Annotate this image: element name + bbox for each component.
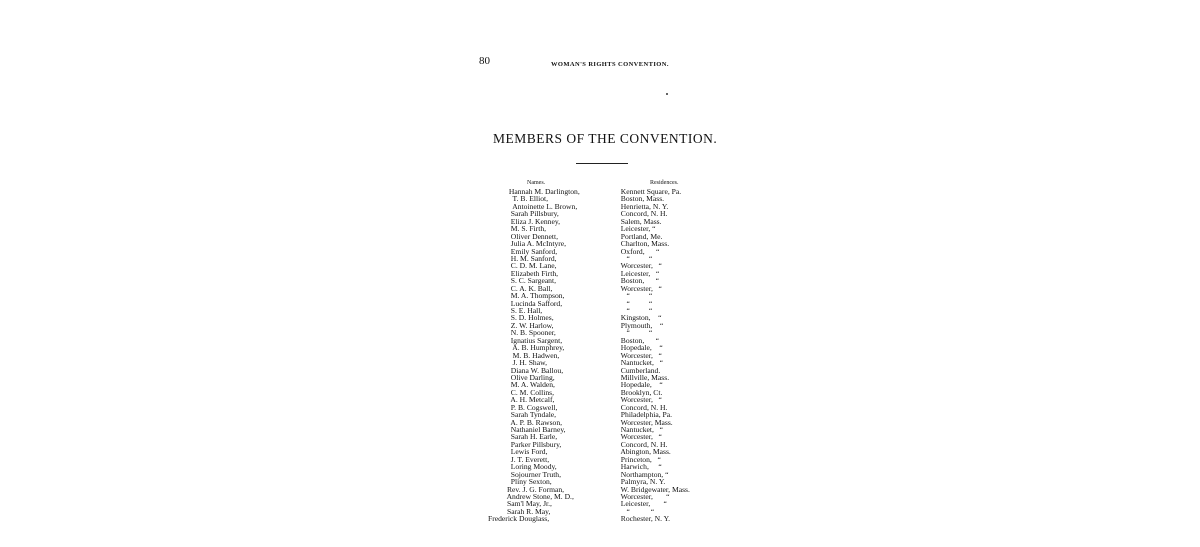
member-residence: “ “ bbox=[617, 253, 653, 263]
member-name: Elizabeth Firth, bbox=[488, 268, 559, 278]
member-residence: Plymouth, “ bbox=[617, 320, 664, 330]
member-name: Pliny Sexton, bbox=[488, 477, 552, 487]
member-residence: Hopedale, “ bbox=[617, 343, 663, 353]
member-name: S. E. Hall, bbox=[488, 306, 543, 315]
member-name: Oliver Dennett, bbox=[488, 231, 559, 241]
member-name: Sarah R. May, bbox=[488, 506, 551, 516]
member-name: M. A. Thompson, bbox=[488, 291, 565, 301]
member-name: Nathaniel Barney, bbox=[488, 425, 566, 434]
member-residence: Worcester, “ bbox=[617, 395, 662, 405]
member-name: S. D. Holmes, bbox=[488, 313, 554, 323]
member-name: M. A. Walden, bbox=[488, 380, 555, 390]
member-residence: Worcester, Mass. bbox=[617, 417, 673, 427]
member-name: Frederick Douglass, bbox=[488, 514, 550, 524]
member-name: T. B. Elliot, bbox=[488, 194, 549, 204]
member-residence: Princeton, “ bbox=[617, 454, 661, 464]
member-name: Rev. J. G. Forman, bbox=[488, 484, 565, 494]
member-residence: “ “ bbox=[617, 328, 653, 338]
member-residence: Philadelphia, Pa. bbox=[617, 410, 673, 420]
member-residence: Nantucket, “ bbox=[617, 425, 663, 434]
member-residence: Northampton, “ bbox=[617, 469, 669, 479]
member-residence: Harwich, “ bbox=[617, 462, 662, 472]
member-name: Andrew Stone, M. D., bbox=[488, 491, 574, 501]
member-name: S. C. Sargeant, bbox=[488, 276, 556, 286]
member-residence: Concord, N. H. bbox=[617, 439, 668, 449]
member-residence: Worcester, “ bbox=[617, 491, 670, 501]
member-residence: “ “ bbox=[617, 291, 653, 301]
member-residence: Salem, Mass. bbox=[617, 216, 662, 226]
member-name: Ignatius Sargent, bbox=[488, 335, 563, 345]
member-residence: Brooklyn, Ct. bbox=[617, 387, 663, 397]
member-residence: Cumberland. bbox=[617, 365, 661, 375]
member-name: Antoinette L. Brown, bbox=[488, 201, 578, 211]
member-name: C. M. Collins, bbox=[488, 387, 555, 397]
member-name: Sam'l May, Jr., bbox=[488, 499, 552, 509]
names-list bbox=[488, 188, 580, 523]
member-name: P. B. Cogswell, bbox=[488, 402, 558, 412]
member-residence: Palmyra, N. Y. bbox=[617, 477, 666, 487]
member-residence: Rochester, N. Y. bbox=[617, 514, 671, 524]
member-name: J. T. Everett, bbox=[488, 454, 550, 464]
member-residence: Kennett Square, Pa. bbox=[617, 187, 682, 196]
member-residence: Portland, Me. bbox=[617, 231, 663, 241]
member-residence: Millville, Mass. bbox=[617, 372, 670, 382]
member-name: Olive Darling, bbox=[488, 372, 555, 382]
member-residence: Worcester, “ bbox=[617, 350, 662, 360]
member-name: Z. W. Harlow, bbox=[488, 320, 554, 330]
member-residence: Leicester, “ bbox=[617, 268, 660, 278]
member-name: Sarah Pillsbury, bbox=[488, 209, 559, 219]
member-name: Loring Moody, bbox=[488, 462, 557, 472]
member-residence: “ “ bbox=[617, 506, 655, 516]
member-name: A. B. Humphrey, bbox=[488, 343, 565, 353]
residences-column-heading: Residences. bbox=[650, 180, 679, 186]
member-name: Hannah M. Darlington, bbox=[488, 187, 580, 196]
member-name: Julia A. McIntyre, bbox=[488, 239, 567, 249]
title-rule bbox=[576, 163, 628, 164]
print-speck bbox=[666, 93, 668, 95]
member-residence: Concord, N. H. bbox=[617, 402, 668, 412]
member-residence: Boston, Mass. bbox=[617, 194, 665, 204]
member-residence: “ “ bbox=[617, 298, 653, 308]
member-name: A. H. Metcalf, bbox=[488, 395, 555, 405]
member-residence: Charlton, Mass. bbox=[617, 239, 670, 249]
member-name: Sarah Tyndale, bbox=[488, 410, 557, 420]
member-residence: Worcester, “ bbox=[617, 432, 662, 442]
member-name: Eliza J. Kenney, bbox=[488, 216, 561, 226]
member-name: M. B. Hadwen, bbox=[488, 350, 560, 360]
names-column-heading: Names. bbox=[527, 180, 546, 186]
member-residence: Oxford, “ bbox=[617, 246, 660, 256]
member-name: A. P. B. Rawson, bbox=[488, 417, 563, 427]
member-residence: Hopedale, “ bbox=[617, 380, 663, 390]
member-residence: W. Bridgewater, Mass. bbox=[617, 484, 690, 494]
page-number: 80 bbox=[479, 55, 490, 67]
member-residence: Abington, Mass. bbox=[617, 447, 671, 457]
member-residence: Boston, “ bbox=[617, 276, 659, 286]
member-residence: Boston, “ bbox=[617, 335, 659, 345]
member-residence: Leicester, “ bbox=[617, 224, 656, 234]
member-name: Lucinda Safford, bbox=[488, 298, 563, 308]
member-residence: Worcester, “ bbox=[617, 261, 662, 271]
member-name: M. S. Firth, bbox=[488, 224, 547, 234]
member-name: Sojourner Truth, bbox=[488, 469, 561, 479]
section-title: MEMBERS OF THE CONVENTION. bbox=[493, 131, 718, 146]
member-residence: Henrietta, N. Y. bbox=[617, 201, 669, 211]
member-residence: Leicester, “ bbox=[617, 499, 667, 509]
member-residence: Nantucket, “ bbox=[617, 358, 663, 368]
member-name: Diana W. Ballou, bbox=[488, 365, 564, 375]
member-residence: Concord, N. H. bbox=[617, 209, 668, 219]
running-title: WOMAN'S RIGHTS CONVENTION. bbox=[551, 61, 669, 68]
member-name: C. A. K. Ball, bbox=[488, 283, 553, 293]
member-name: C. D. M. Lane, bbox=[488, 261, 557, 271]
member-name: Parker Pillsbury, bbox=[488, 439, 562, 449]
member-residence: Kingston, “ bbox=[617, 313, 662, 323]
member-name: Emily Sanford, bbox=[488, 246, 558, 256]
member-residence: “ “ bbox=[617, 306, 653, 315]
member-name: N. B. Spooner, bbox=[488, 328, 556, 338]
member-residence: Worcester, “ bbox=[617, 283, 662, 293]
residences-list bbox=[617, 188, 690, 523]
member-name: Sarah H. Earle, bbox=[488, 432, 558, 442]
member-name: J. H. Shaw, bbox=[488, 358, 547, 368]
member-name: H. M. Sanford, bbox=[488, 253, 557, 263]
member-name: Lewis Ford, bbox=[488, 447, 548, 457]
